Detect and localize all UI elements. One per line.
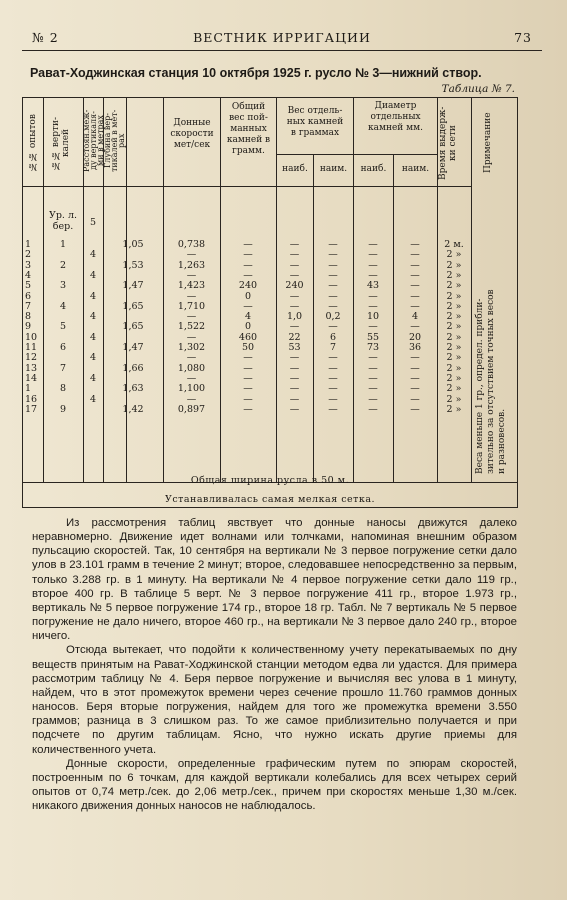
table-cell: — [368, 352, 378, 364]
table-cell: 0,897 [177, 403, 206, 415]
table-cell: 0 [244, 290, 252, 302]
table-cell: 1,53 [122, 259, 144, 271]
table-cell: — [243, 300, 253, 312]
table-cell: 2 » [446, 321, 462, 333]
table-cell: 4 [89, 331, 97, 343]
table-cell: — [243, 403, 253, 415]
table-cell: — [328, 269, 338, 281]
table-cell: — [410, 290, 420, 302]
table-cell: — [410, 372, 420, 384]
table-cell: — [410, 239, 420, 250]
table-title: Рават-Ходжинская станция 10 октября 1925 г. русло № 3—нижний створ. [30, 66, 482, 80]
table-cell: — [186, 352, 197, 364]
table-cell: — [243, 383, 253, 395]
table-cell: 1 [25, 383, 32, 395]
table-cell: 4 [89, 352, 97, 364]
table-cell: — [289, 290, 300, 302]
table-cell: 7 [329, 342, 337, 353]
table-cell: — [368, 290, 378, 302]
table-cell: 2 [25, 249, 32, 261]
table-cell: — [328, 321, 338, 333]
page-number: 73 [514, 30, 532, 45]
table-cell: 2 [59, 259, 67, 271]
table-cell: — [289, 403, 300, 415]
table-cell: 4 [89, 249, 97, 261]
table-cell: 50 [241, 342, 255, 353]
header-vert: №№ верти- калей [51, 116, 71, 170]
table-cell: 2 » [446, 259, 462, 271]
table-cell: — [186, 269, 197, 281]
table-cell: — [368, 383, 378, 395]
table-cell: 2 » [446, 280, 462, 292]
table-cell: — [368, 372, 378, 384]
table-cell: 2 » [446, 331, 462, 343]
table-cell: 22 [288, 331, 301, 343]
table-cell: 1,65 [122, 321, 144, 333]
table-cell: — [186, 290, 197, 302]
table-cell: 12 [25, 352, 38, 364]
table-cell: 20 [408, 331, 422, 343]
table-cell: — [328, 239, 338, 250]
table-cell: 73 [366, 342, 380, 353]
paragraph: Из рассмотрения таблиц явствует что донные наносы движутся далеко неравномерно. Движение идет волнами или толчками, напоминая внешним образом пульсацию скоростей. Так, 10 сентября на вертикали № 3 первое погружение сетки дало улов в 23.101 грамм в течение 2 минут; второе, следовавшее непосредственно за первым, только 3.288 гр. в 1 минуту. На вертикали № 4 первое погружение сетки дало 119 гр., второе 400 гр. В таблице 5 верт. № 3 первое погружение 411 гр., второе 1.973 гр., вертикаль № 5 первое погружение 174 гр., второе 18 гр. Табл. № 7 вертикаль № 5 первое погружение не дало ничего, второе 460 гр., на вертикали № 3 первое дало 240 гр., второе ничего. [32, 517, 517, 643]
data-table [22, 97, 518, 508]
table-cell: — [328, 403, 338, 415]
table-cell: 1,423 [177, 280, 206, 292]
table-cell: — [410, 362, 420, 374]
table-cell: 1,080 [177, 362, 206, 374]
table-cell: — [410, 269, 420, 281]
table-cell: — [289, 383, 300, 395]
table-cell: 240 [238, 280, 258, 292]
table-cell: 2 » [446, 403, 462, 415]
table-cell: — [410, 393, 420, 405]
table-cell: 1,0 [286, 311, 303, 323]
table-cell: 13 [25, 362, 38, 374]
table-cell: 4 [411, 311, 419, 323]
header-opyt: №№ опытов [28, 114, 38, 172]
table-cell: 1,302 [177, 342, 206, 353]
table-cell: 6 [25, 290, 32, 302]
table-cell: — [368, 321, 378, 333]
table-cell: — [243, 259, 253, 271]
table-cell: — [328, 393, 338, 405]
table-cell: — [186, 249, 197, 261]
table-cell: 14 [25, 372, 38, 384]
table-cell: 2 » [446, 362, 462, 374]
table-cell: 2 » [446, 383, 462, 395]
table-number: Таблица № 7. [441, 83, 515, 95]
table-cell: 36 [408, 342, 422, 353]
header-diam: Диаметр отдельных камней мм. [367, 101, 424, 133]
paragraph: Отсюда вытекает, что подойти к количественному учету перекатываемых по дну веществ принятым на Рават-Ходжинской станции методом едва ли удастся. Для примера рассмотрим таблицу № 4. Беря первое погружение и вычисляя вес улова в 1 минуту, найдем, что в этот промежуток времени через сечение прошло 11.760 граммов донных наносов. Беря вторые погружения, найдем для того же промежутка времени 3.550 граммов; разница в 3 слишком раз. То же самое приблизительно получается и при подсчете по другим таблицам. Ясно, что нужно искать другие приемы для количественного учета. [32, 644, 517, 756]
table-note: Веса меньше 1 гр., определ. прибли- зительно за отсутствием точных весов и разновесов. [475, 289, 507, 474]
table-cell: 1,710 [177, 300, 206, 312]
running-header [22, 30, 542, 48]
table-cell: 1,100 [177, 383, 206, 395]
table-cell: 2 » [446, 249, 462, 261]
table-cell: — [368, 239, 378, 250]
table-footer-width: Общая ширина русла в 50 м. [190, 475, 350, 486]
table-cell: 4 [59, 300, 67, 312]
left-bank-level: Ур. л. бер. [48, 210, 78, 232]
table-cell: 8 [25, 311, 32, 323]
table-cell: — [368, 300, 378, 312]
table-cell: — [368, 249, 378, 261]
header-rule [22, 50, 542, 51]
table-cell: 55 [366, 331, 380, 343]
table-cell: — [328, 383, 338, 395]
header-naim-ves: наим. [319, 164, 348, 174]
left-bank-distance: 5 [89, 217, 97, 228]
table-cell: 4 [25, 269, 32, 281]
table-cell: 1,522 [177, 321, 206, 333]
table-cell: 8 [59, 383, 67, 395]
table-cell: — [289, 352, 300, 364]
table-cell: — [186, 311, 197, 323]
header-rasst: Расстоян.меж- ду вертикаля- ми в метрах [82, 109, 105, 173]
table-cell: — [368, 362, 378, 374]
table-cell: 6 [329, 331, 337, 343]
table-cell: 2 » [446, 393, 462, 405]
header-ves-otd: Вес отдель- ных камней в граммах [286, 106, 344, 138]
subheader-rule [276, 154, 437, 155]
table-cell: — [410, 383, 420, 395]
table-cell: — [243, 249, 253, 261]
table-cell: — [289, 393, 300, 405]
table-cell: 2 » [446, 342, 462, 353]
journal-title: ВЕСТНИК ИРРИГАЦИИ [193, 30, 371, 45]
table-cell: 0,738 [177, 239, 206, 250]
table-footer-net: Устанавливалась самая мелкая сетка. [164, 494, 376, 505]
table-cell: 2 » [446, 311, 462, 323]
table-cell: 17 [25, 403, 38, 415]
table-cell: 11 [25, 342, 38, 353]
table-cell: — [186, 331, 197, 343]
table-cell: 4 [89, 290, 97, 302]
table-cell: 0 [244, 321, 252, 333]
table-cell: — [289, 300, 300, 312]
table-cell: 6 [59, 342, 67, 353]
table-cell: 1,63 [122, 383, 144, 395]
table-cell: 4 [244, 311, 252, 323]
table-cell: 9 [59, 403, 67, 415]
header-rule [23, 186, 471, 187]
table-cell: — [243, 352, 253, 364]
table-cell: 4 [89, 372, 97, 384]
table-cell: 43 [366, 280, 380, 292]
table-cell: — [410, 249, 420, 261]
issue-number: № 2 [32, 30, 59, 45]
table-cell: — [328, 259, 338, 271]
header-ves: Общий вес пой- манных камней в грамм. [226, 102, 271, 156]
table-cell: — [368, 269, 378, 281]
table-cell: — [328, 372, 338, 384]
table-cell: — [243, 269, 253, 281]
table-cell: — [243, 372, 253, 384]
table-cell: — [186, 393, 197, 405]
table-cell: 1,47 [122, 280, 144, 292]
table-cell: 16 [25, 393, 38, 405]
table-cell: — [289, 362, 300, 374]
table-cell: — [410, 259, 420, 271]
table-cell: — [289, 239, 300, 250]
table-cell: 0,2 [325, 311, 341, 323]
table-cell: 4 [89, 311, 97, 323]
table-cell: — [410, 403, 420, 415]
table-cell: — [328, 280, 338, 292]
table-cell: 5 [59, 321, 67, 333]
table-cell: — [328, 249, 338, 261]
body-text [32, 516, 517, 813]
table-cell: — [328, 362, 338, 374]
table-cell: — [243, 239, 253, 250]
table-cell: 2 » [446, 290, 462, 302]
header-glub: Глубина вер- тикалей в мет- рах [103, 109, 126, 173]
header-vremya: Время выдерж- ки сети [438, 106, 458, 180]
header-naib-ves: наиб. [282, 164, 308, 174]
table-cell: — [289, 372, 300, 384]
table-cell: 4 [89, 393, 97, 405]
table-cell: — [328, 290, 338, 302]
table-cell: 7 [59, 362, 67, 374]
table-cell: 1 [25, 239, 32, 250]
table-cell: 1,05 [122, 239, 144, 250]
table-cell: 9 [25, 321, 32, 333]
table-cell: 1,66 [122, 362, 144, 374]
table-cell: 1,47 [122, 342, 144, 353]
header-skor: Донные скорости мет/сек [170, 118, 214, 150]
header-prim: Примечание [483, 112, 493, 174]
col-divider [471, 98, 472, 482]
table-cell: 2 м. [444, 239, 464, 250]
table-cell: — [289, 269, 300, 281]
header-naib-diam: наиб. [360, 164, 387, 174]
table-cell: — [289, 321, 300, 333]
table-cell: 2 » [446, 352, 462, 364]
table-cell: — [410, 321, 420, 333]
table-cell: 1,42 [122, 403, 144, 415]
table-cell: 1,65 [122, 300, 144, 312]
table-cell: 1 [59, 239, 67, 250]
table-cell: — [410, 300, 420, 312]
table-cell: 2 » [446, 372, 462, 384]
table-cell: — [368, 259, 378, 271]
paragraph: Донные скорости, определенные графическим путем по эпюрам скоростей, построенным по 6 точкам, для каждой вертикали колебались для всех четырех серий опытов от 0,74 метр./сек. до 2,06 метр./сек., причем при скоростях меньше 1,30 м./сек. никакого движения донных наносов не наблюдалось. [32, 757, 517, 813]
table-cell: 53 [288, 342, 301, 353]
table-cell: 4 [89, 269, 97, 281]
table-cell: — [368, 393, 378, 405]
table-cell: 3 [25, 259, 32, 271]
table-cell: 1,263 [177, 259, 206, 271]
table-cell: 7 [25, 300, 32, 312]
table-cell: 460 [238, 331, 258, 343]
table-cell: — [328, 352, 338, 364]
table-cell: — [243, 393, 253, 405]
table-cell: 10 [25, 331, 38, 343]
table-cell: — [243, 362, 253, 374]
table-cell: — [410, 280, 420, 292]
table-cell: 3 [59, 280, 67, 292]
table-cell: 240 [285, 280, 304, 292]
table-cell: 10 [366, 311, 380, 323]
header-naim-diam: наим. [401, 164, 430, 174]
table-cell: — [368, 403, 378, 415]
table-cell: 2 » [446, 300, 462, 312]
table-cell: — [289, 259, 300, 271]
table-cell: 2 » [446, 269, 462, 281]
table-cell: 5 [25, 280, 32, 292]
table-cell: — [186, 372, 197, 384]
table-cell: — [328, 300, 338, 312]
table-cell: — [289, 249, 300, 261]
table-cell: — [410, 352, 420, 364]
